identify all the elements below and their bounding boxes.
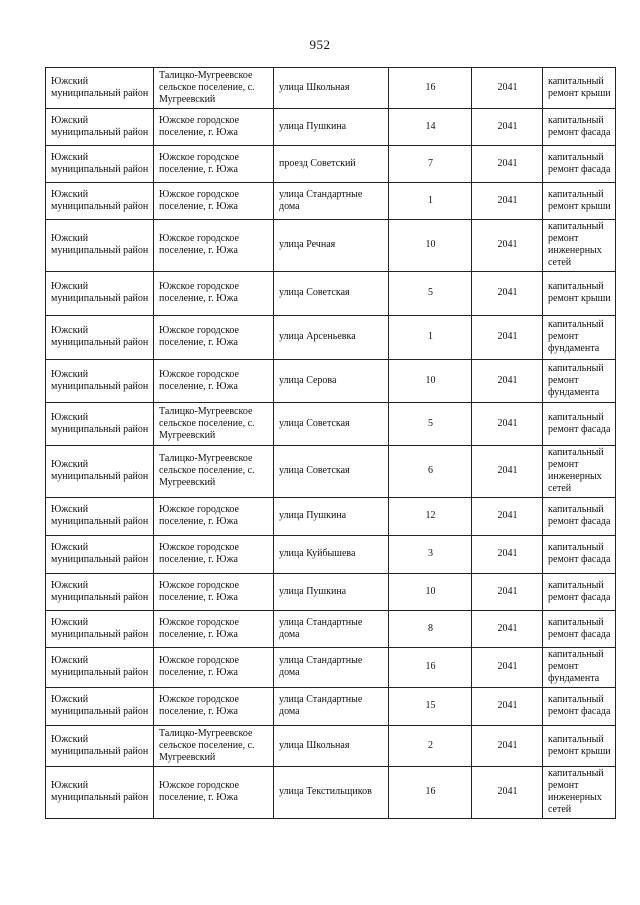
house-number-cell: 1 (389, 183, 472, 220)
table-row (46, 109, 616, 146)
street-cell: проезд Советский (274, 146, 389, 183)
house-number-cell: 5 (389, 403, 472, 446)
settlement-cell: Талицко-Мугреевское сельское поселение, с. Мугреевский (154, 446, 274, 498)
work-type-cell: капитальный ремонт фасада (543, 611, 616, 648)
house-number-cell: 10 (389, 574, 472, 611)
street-cell: улица Речная (274, 220, 389, 272)
district-cell: Южский муниципальный район (46, 446, 154, 498)
year-cell: 2041 (472, 403, 543, 446)
street-cell: улица Пушкина (274, 109, 389, 146)
district-cell: Южский муниципальный район (46, 726, 154, 767)
year-cell: 2041 (472, 109, 543, 146)
street-cell: улица Стандартные дома (274, 648, 389, 688)
table-body (46, 68, 616, 819)
work-type-cell: капитальный ремонт инженерных сетей (543, 767, 616, 819)
settlement-cell: Южское городское поселение, г. Южа (154, 648, 274, 688)
year-cell: 2041 (472, 611, 543, 648)
table-row (46, 146, 616, 183)
settlement-cell: Южское городское поселение, г. Южа (154, 536, 274, 574)
settlement-cell: Южское городское поселение, г. Южа (154, 272, 274, 316)
work-type-cell: капитальный ремонт фасада (543, 498, 616, 536)
work-type-cell: капитальный ремонт крыши (543, 726, 616, 767)
work-type-cell: капитальный ремонт фасада (543, 403, 616, 446)
district-cell: Южский муниципальный район (46, 648, 154, 688)
year-cell: 2041 (472, 146, 543, 183)
house-number-cell: 8 (389, 611, 472, 648)
table-row (46, 68, 616, 109)
district-cell: Южский муниципальный район (46, 688, 154, 726)
year-cell: 2041 (472, 574, 543, 611)
district-cell: Южский муниципальный район (46, 68, 154, 109)
table-row (46, 183, 616, 220)
table-row (46, 498, 616, 536)
settlement-cell: Южское городское поселение, г. Южа (154, 316, 274, 360)
table-row (46, 688, 616, 726)
table-row (46, 403, 616, 446)
year-cell: 2041 (472, 498, 543, 536)
street-cell: улица Текстильщиков (274, 767, 389, 819)
work-type-cell: капитальный ремонт крыши (543, 272, 616, 316)
repair-schedule-table (45, 67, 616, 819)
street-cell: улица Пушкина (274, 574, 389, 611)
district-cell: Южский муниципальный район (46, 272, 154, 316)
street-cell: улица Куйбышева (274, 536, 389, 574)
house-number-cell: 16 (389, 648, 472, 688)
district-cell: Южский муниципальный район (46, 220, 154, 272)
street-cell: улица Стандартные дома (274, 688, 389, 726)
settlement-cell: Южское городское поселение, г. Южа (154, 574, 274, 611)
work-type-cell: капитальный ремонт фундамента (543, 316, 616, 360)
house-number-cell: 15 (389, 688, 472, 726)
table-row (46, 272, 616, 316)
work-type-cell: капитальный ремонт крыши (543, 68, 616, 109)
house-number-cell: 1 (389, 316, 472, 360)
settlement-cell: Южское городское поселение, г. Южа (154, 498, 274, 536)
settlement-cell: Южское городское поселение, г. Южа (154, 767, 274, 819)
district-cell: Южский муниципальный район (46, 611, 154, 648)
year-cell: 2041 (472, 68, 543, 109)
house-number-cell: 10 (389, 220, 472, 272)
house-number-cell: 6 (389, 446, 472, 498)
district-cell: Южский муниципальный район (46, 536, 154, 574)
settlement-cell: Талицко-Мугреевское сельское поселение, с. Мугреевский (154, 68, 274, 109)
work-type-cell: капитальный ремонт фасада (543, 688, 616, 726)
work-type-cell: капитальный ремонт фасада (543, 109, 616, 146)
table-row (46, 726, 616, 767)
house-number-cell: 3 (389, 536, 472, 574)
house-number-cell: 16 (389, 767, 472, 819)
street-cell: улица Советская (274, 272, 389, 316)
district-cell: Южский муниципальный район (46, 183, 154, 220)
street-cell: улица Школьная (274, 726, 389, 767)
table-row (46, 574, 616, 611)
table-row (46, 536, 616, 574)
work-type-cell: капитальный ремонт фасада (543, 536, 616, 574)
district-cell: Южский муниципальный район (46, 767, 154, 819)
street-cell: улица Пушкина (274, 498, 389, 536)
table-row (46, 446, 616, 498)
table-row (46, 360, 616, 403)
street-cell: улица Советская (274, 403, 389, 446)
district-cell: Южский муниципальный район (46, 498, 154, 536)
work-type-cell: капитальный ремонт фасада (543, 146, 616, 183)
year-cell: 2041 (472, 316, 543, 360)
year-cell: 2041 (472, 767, 543, 819)
work-type-cell: капитальный ремонт фасада (543, 574, 616, 611)
settlement-cell: Южское городское поселение, г. Южа (154, 220, 274, 272)
work-type-cell: капитальный ремонт инженерных сетей (543, 220, 616, 272)
district-cell: Южский муниципальный район (46, 316, 154, 360)
year-cell: 2041 (472, 648, 543, 688)
settlement-cell: Талицко-Мугреевское сельское поселение, с. Мугреевский (154, 403, 274, 446)
house-number-cell: 10 (389, 360, 472, 403)
settlement-cell: Южское городское поселение, г. Южа (154, 688, 274, 726)
table-row (46, 220, 616, 272)
street-cell: улица Школьная (274, 68, 389, 109)
year-cell: 2041 (472, 360, 543, 403)
settlement-cell: Южское городское поселение, г. Южа (154, 360, 274, 403)
table-row (46, 611, 616, 648)
table-row (46, 648, 616, 688)
year-cell: 2041 (472, 726, 543, 767)
district-cell: Южский муниципальный район (46, 360, 154, 403)
work-type-cell: капитальный ремонт фундамента (543, 648, 616, 688)
district-cell: Южский муниципальный район (46, 109, 154, 146)
street-cell: улица Арсеньевка (274, 316, 389, 360)
work-type-cell: капитальный ремонт фундамента (543, 360, 616, 403)
year-cell: 2041 (472, 183, 543, 220)
house-number-cell: 12 (389, 498, 472, 536)
year-cell: 2041 (472, 446, 543, 498)
street-cell: улица Стандартные дома (274, 183, 389, 220)
district-cell: Южский муниципальный район (46, 403, 154, 446)
table-row (46, 316, 616, 360)
work-type-cell: капитальный ремонт крыши (543, 183, 616, 220)
year-cell: 2041 (472, 272, 543, 316)
district-cell: Южский муниципальный район (46, 574, 154, 611)
settlement-cell: Южское городское поселение, г. Южа (154, 611, 274, 648)
page-number: 952 (309, 37, 331, 52)
year-cell: 2041 (472, 220, 543, 272)
year-cell: 2041 (472, 536, 543, 574)
house-number-cell: 7 (389, 146, 472, 183)
street-cell: улица Советская (274, 446, 389, 498)
district-cell: Южский муниципальный район (46, 146, 154, 183)
house-number-cell: 5 (389, 272, 472, 316)
year-cell: 2041 (472, 688, 543, 726)
table-row (46, 767, 616, 819)
street-cell: улица Стандартные дома (274, 611, 389, 648)
house-number-cell: 14 (389, 109, 472, 146)
work-type-cell: капитальный ремонт инженерных сетей (543, 446, 616, 498)
settlement-cell: Талицко-Мугреевское сельское поселение, с. Мугреевский (154, 726, 274, 767)
house-number-cell: 2 (389, 726, 472, 767)
settlement-cell: Южское городское поселение, г. Южа (154, 183, 274, 220)
settlement-cell: Южское городское поселение, г. Южа (154, 146, 274, 183)
house-number-cell: 16 (389, 68, 472, 109)
street-cell: улица Серова (274, 360, 389, 403)
settlement-cell: Южское городское поселение, г. Южа (154, 109, 274, 146)
